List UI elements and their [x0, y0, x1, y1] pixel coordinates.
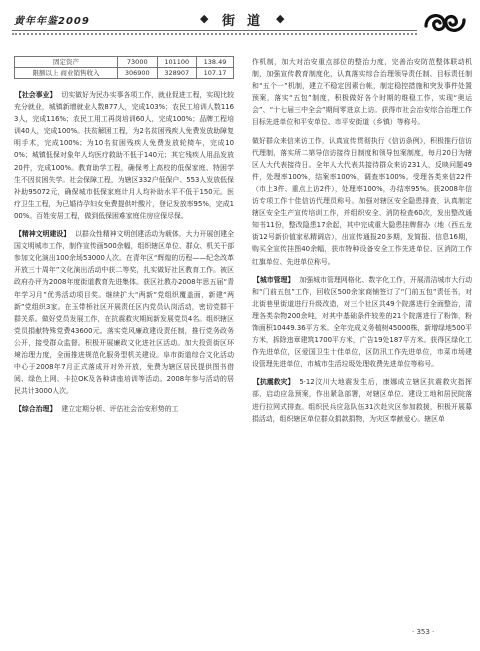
table-cell: 328907: [157, 68, 197, 79]
table-cell: 73000: [118, 57, 158, 68]
table-cell-label: 固定资产: [15, 57, 118, 68]
right-column: [252, 56, 472, 431]
table-cell: 107.17: [197, 68, 234, 79]
table-cell-label: 限额以上 商业销售收入: [15, 68, 118, 79]
diamond-left-icon: ◆: [200, 12, 209, 25]
paragraph-urban-management: [252, 274, 472, 371]
paragraph-text: 切实做好为民办实事各项工作，就业促进工程，实现比较充分就业，城镇新增就业人数877人，完成103%；农民工培训人数1163人，完成116%；农民工用工再岗培训60人，完成100%；品牌工程培训40人，完成100%。扶贫解困工程，为2名贫困残疾人免费发放助障复明手术，完成100%；为10名贫困残疾人免费发放轮椅车，完成100%；城镇低保对象年人均医疗救助不低于140元；其它残疾人用品发放20件，完成100%。教育助学工程，确保考上高校的低保家庭、特困学生不因贫困失学。社会保障工程，为辖区332户低保户、553人发放低保补助95072元，确保城市低保家庭计月人均补助水平不低于150元。医疗卫生工程，为已婚待孕妇女免费提供叶酸片，登记发放率95%，完成100%。百姓安居工程，做到低保困难家庭住房应保尽保。: [14, 91, 234, 220]
paragraph-comprehensive-governance: [14, 403, 234, 415]
section-heading-earthquake-relief: 【抗震救灾】: [253, 378, 295, 387]
left-column: [14, 56, 234, 421]
header-rule: [12, 30, 417, 31]
page-number: · 353 ·: [412, 628, 435, 636]
table-row: [15, 57, 234, 68]
table-cell: 138.49: [197, 57, 234, 68]
page-header: [0, 0, 480, 44]
table-cell: 101100: [157, 57, 197, 68]
paragraph-social-affairs: [14, 89, 234, 222]
paragraph-text: 加强城市管理网格化、数字化工作，开展清洁城市大行动和“门前五包”工作，回收区500余家商铺签订了“门前五包”责任书，对北街巷里街道进行升级改造，对三个社区共49个院落进行全面整治，清理各类杂物200余吨，对其中基础条件较差的21个院落进行了粉饰，粉饰面积10449.36平方米。全年完成义务植树45000株，新增绿地500平方米，拆除违章建筑1700平方米，广告19处187平方米。获得区绿化工作先进单位，区爱国卫生十佳单位，区防汛工作先进单位，市菜市场建设管理先进单位，市城市生活垃圾处理收费先进单位等称号。: [252, 275, 472, 369]
paragraph-text: 5·12汶川大地震发生后，康娜成立辖区抗震救灾指挥部，启动应急预案，作出紧急部署，对辖区单位、建设工地和居民院落进行拉网式排查。组织民兵应急队伍31次赴灾区参加救援，积极开展募捐活动，组织辖区单位群众捐款捐物，为灾区奉献爱心。辖区单: [252, 378, 472, 423]
paragraph-governance-continued: 作机制，加大对治安重点部位的整治力度，完善治安防范整体联动机制，加强宣传教育制度化，认真落实综合治理领导责任制、目标责任制和“五个一”机制，建立不稳定因素台帐，制定稳控措施和突发事件处置预案，落实“五包”制度，积极做好各个时期的维稳工作，实现“奥运会”、“十七届三中全会”期间零进京上访。获得市社会治安综合治理工作目标先进单位和平安单位、市平安街道（乡镇）等称号。: [252, 58, 472, 127]
swirl-ornament-icon: [420, 6, 470, 40]
header-dotted-rule: [12, 33, 417, 35]
section-heading-urban-management: 【城市管理】: [253, 275, 295, 284]
yearbook-title: 黄年年鉴2009: [14, 16, 90, 27]
statistics-table: [14, 56, 234, 79]
section-title: 街道: [222, 14, 273, 29]
diamond-right-icon: ◆: [276, 12, 285, 25]
paragraph-text: 以群众性精神文明创建活动为载体，大力开展创建全国文明城市工作，制作宣传画500余幅，组织辖区单位、群众、机关干部参加文化演出100余场53000人次。在青年区“辉煌的历程——纪念改革开放三十周年”文化演出活动中获二等奖，扎实做好社区教育工作。被区政府办评为2008年度街道教育先进集体。获区社教办2008年思五届“青年学习月”优秀活动项目奖。继续扩大“两新”党组织覆盖面，新建“两新”党组织3家。在玉带桥社区开展责任区内党员认岗活动，密切党群干群关系。做好党员发展工作，在抗震救灾期间新发展党员4名。组织辖区党员捐献特殊党费43600元。落实党风廉政建设责任制，推行党务政务公开，接受群众监督。积极开展廉政文化进社区活动。加大投资街区环境治理力度，全面推进规范化服务型机关建设。阜市街道综合文化活动中心于2008年7月正式落成开对外开放，免费为辖区居民提供图书借阅、绿色上网、卡拉OK及各种讲座培训等活动。2008年参与活动的居民共计3000人次。: [14, 230, 234, 396]
paragraph-spiritual-civilization: [14, 228, 234, 397]
section-heading-spiritual-civilization: 【精神文明建设】: [15, 230, 71, 239]
paragraph-earthquake-relief: [252, 376, 472, 424]
table-cell: 306900: [118, 68, 158, 79]
table-row: [15, 68, 234, 79]
section-heading-social-affairs: 【社会事业】: [15, 91, 57, 99]
section-heading-comprehensive-governance: 【综合治理】: [15, 405, 57, 414]
paragraph-text: 建立定期分析、评估社会治安形势的工: [61, 405, 179, 414]
paragraph-letters-visits: 做好群众来信来访工作，认真宣传贯彻执行《信访条例》，积极推行信访代理制，落实所二第导信访接待日制度和领导包案制度，每月20日为辖区人大代表接待日。全年人大代表共接待群众来访231人，反映问题49件，处理率100%，结案率100%，调查率100%。受理各类来信22件（市上3件、重点上访2件），处理率100%，办结率95%。获2008年信访专项工作十佳信访代理员称号。加强对辖区安全隐患排查，认真制定辖区安全生产宣传培训工作，并组织安全、消防检查60次，发出整改通知书11份，整改隐患17余起，其中完成重大隐患挂牌督办（地（西五龙街12号新价值家私精调店），出宣传通报20多期，发简报、信息16期，购买全宣传挂图40余幅，获市特种设备安全工作先进单位、区消防工作红旗单位、先进单位称号。: [252, 136, 472, 266]
